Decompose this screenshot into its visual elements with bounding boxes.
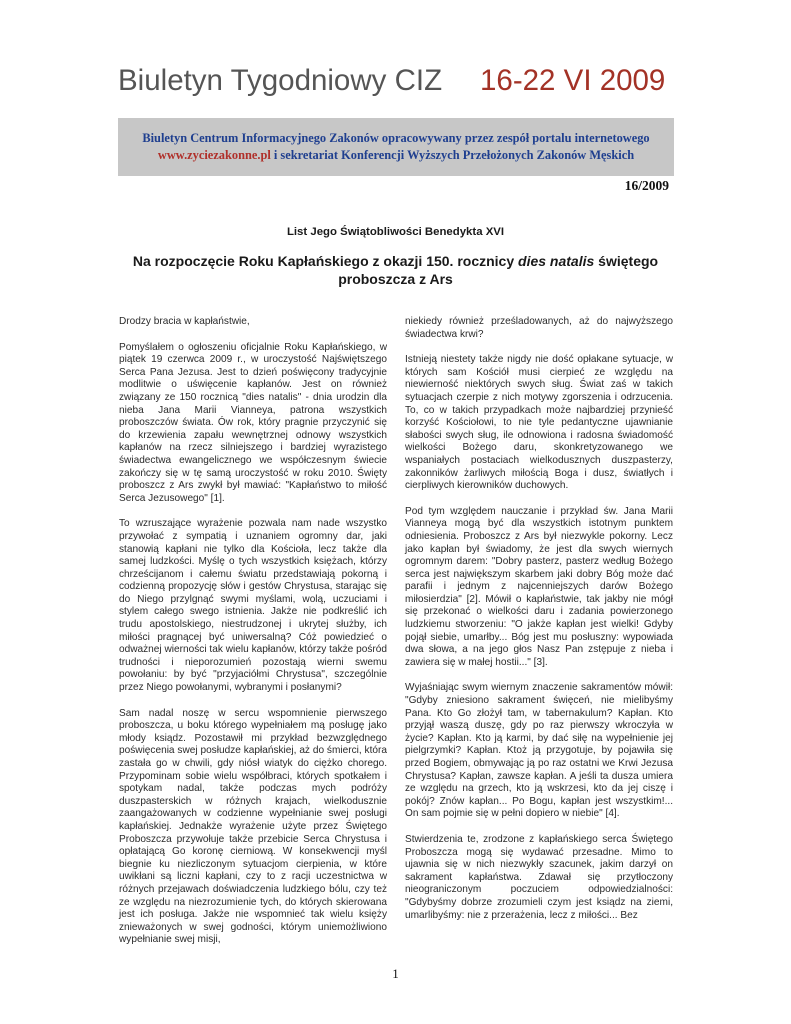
banner-line-2-rest: i sekretariat Konferencji Wyższych Przełożonych Zakonów Męskich [270,148,635,162]
article-kicker: List Jego Świątobliwości Benedykta XVI [286,226,505,238]
left-column [119,316,387,960]
portal-link[interactable]: www.zyciezakonne.pl [157,148,271,162]
banner-line-2 [118,147,674,164]
paragraph: niekiedy również prześladowanych, aż do najwyższego świadectwa krwi? [405,316,673,340]
headline-part-1: Na rozpoczęcie Roku Kapłańskiego z okazji 150. rocznicy [132,253,519,269]
paragraph: Istnieją niestety także nigdy nie dość opłakane sytuacje, w których sam Kościół musi cierpieć ze względu na niewierność niektórych swych sług. Świat zaś w takich sytuacjach czerpie z nich motywy zgorszenia i odrzucenia. To, co w takich przypadkach może najbardziej przynieść korzyść Kościołowi, to nie tyle pedantyczne ujawnianie słabości swych sług, ile odnowiona i radosna świadomość wielkości Bożego daru, skonkretyzowanego we wspaniałych postaciach wielkodusznych duszpasterzy, zakonników żarliwych miłością Boga i dusz, światłych i cierpliwych kierowników duchowych. [405,354,673,492]
paragraph: Wyjaśniając swym wiernym znaczenie sakramentów mówił: "Gdyby zniesiono sakrament święceń, nie mielibyśmy Pana. Kto Go złożył tam, w tabernakulum? Kapłan. Kto przyjął waszą duszę, gdy po raz pierwszy wkroczyła w życie? Kapłan. Kto ją karmi, by dać siłę na wypełnienie jej pielgrzymki? Kapłan. Ktoż ją przygotuje, by pojawiła się przed Bogiem, obmywając ją po raz ostatni we Krwi Jezusa Chrystusa? Kapłan, zawsze kapłan. A jeśli ta dusza umiera ze względu na grzech, kto ją wskrzesi, kto da jej ciszę i pokój? Znów kapłan... Po Bogu, kapłan jest wszystkim!... On sam pojmie się w pełni dopiero w niebie" [4]. [405,682,673,820]
paragraph: Stwierdzenia te, zrodzone z kapłańskiego serca Świętego Proboszcza mogą się wydawać przesadne. Mimo to ujawnia się w nich niezwykły szacunek, jakim darzył on sakrament kapłaństwa. Zdawał się przytłoczony nieograniczonym poczuciem odpowiedzialności: "Gdybyśmy dobrze zrozumieli czym jest ksiądz na ziemi, umarlibyśmy: nie z przerażenia, lecz z miłości... Bez [405,833,673,921]
paragraph: Drodzy bracia w kapłaństwie, [119,316,250,327]
publisher-banner [118,118,674,176]
paragraph: To wzruszające wyrażenie pozwala nam nade wszystko przywołać z sympatią i uznaniem ogromny dar, jaki stanowią kapłani nie tylko dla Kościoła, lecz także dla samej ludzkości. Myślę o tych wszystkich księżach, którzy chrześcijanom i całemu światu przedstawiają pokorną i codzienną propozycję słów i gestów Chrystusa, starając się do Niego przylgnąć swymi myślami, wolą, uczuciami i stylem całego swego istnienia. Jakże nie podkreślić ich trudu apostolskiego, niestrudzonej i ukrytej służby, ich miłości pragnącej być uniwersalną? Cóż powiedzieć o odważnej wierności tak wielu kapłanów, którzy także pośród trudności i nieporozumień pozostają wierni swemu powołaniu: by być "przyjaciółmi Chrystusa", szczególnie przez Niego powołanymi, wybranymi i posłanymi? [119,518,387,694]
bulletin-header [118,64,678,110]
paragraph: Pod tym względem nauczanie i przykład św. Jana Marii Vianneya mogą być dla wszystkich istotnym punktem odniesienia. Proboszcz z Ars był niezwykle pokorny. Lecz jako kapłan był świadomy, że jest dla swych wiernych ogromnym darem: "Dobry pasterz, pasterz według Bożego serca jest największym skarbem jaki dobry Bóg może dać parafii i jednym z najcenniejszych darów Bożego miłosierdzia" [2]. Mówił o kapłaństwie, tak jakby nie mógł się przekonać o wielkości daru i zadania powierzonego ludzkiemu stworzeniu: "O jakże kapłan jest wielki! Gdyby pojął siebie, umarłby... Bóg jest mu posłuszny: wypowiada dwa słowa, a na jego głos Nasz Pan zstępuje z nieba i zawiera się w małej hostii..." [3]. [405,505,673,668]
article-headline [110,252,681,288]
paragraph: Sam nadal noszę w sercu wspomnienie pierwszego proboszcza, u boku którego wypełniałem mą posługę jako młody ksiądz. Pozostawił mi przykład bezwzględnego poświęcenia swej posłudze kapłańskiej, aż do śmierci, która zastała go w chwili, gdy niósł wiatyk do ciężko chorego. Przypominam sobie wielu współbraci, których spotkałem i spotykam nadal, także podczas mych podróży duszpasterskich w różnych krajach, wielkodusznie zaangażowanych w codzienne wypełnianie swej posługi kapłańskiej. Jednakże wyrażenie użyte przez Świętego Proboszcza przywołuje także przebicie Serca Chrystusa i opłatającą Go koronę cierniową. W konsekwencji myśl biegnie ku niezliczonym sytuacjom cierpienia, w które uwikłani są liczni kapłani, czy to z racji uczestnictwa w różnych przejawach doświadczenia ludzkiego bólu, czy też ze względu na niezrozumienie tych, do których skierowana jest ich posługa. Jakże nie wspomnieć tak wielu księży znieważonych w swej godności, którym uniemożliwiono wypełnianie swej misji, [119,707,387,946]
bulletin-dates: 16-22 VI 2009 [480,64,666,97]
right-column [405,316,673,935]
headline-part-2: świętego proboszcza z Ars [338,253,659,287]
bulletin-title: Biuletyn Tygodniowy CIZ [118,64,443,97]
page-number: 1 [392,966,399,981]
paragraph: Pomyślałem o ogłoszeniu oficjalnie Roku Kapłańskiego, w piątek 19 czerwca 2009 r., w uroczystość Najświętszego Serca Pana Jezusa. Jest to dzień poświęcony tradycyjnie modlitwie o uświęcenie kapłanów. Jest on również związany ze 150 rocznicą "dies natalis" - dnia urodzin dla nieba Jana Marii Vianneya, patrona wszystkich proboszczów świata. Ów rok, który pragnie przyczynić się do krzewienia zapału wewnętrznej odnowy wszystkich kapłanów na rzecz silniejszego i bardziej wyrazistego świadectwa ewangelicznego we współczesnym świecie zakończy się w tę samą uroczystość w roku 2010. Święty proboszcz z Ars zwykł był mawiać: "Kapłaństwo to miłość Serca Jezusowego" [1]. [119,341,387,504]
issue-number: 16/2009 [624,178,669,193]
headline-italic: dies natalis [518,253,595,269]
banner-line-1: Biuletyn Centrum Informacyjnego Zakonów opracowywany przez zespół portalu internetowego [142,131,650,145]
